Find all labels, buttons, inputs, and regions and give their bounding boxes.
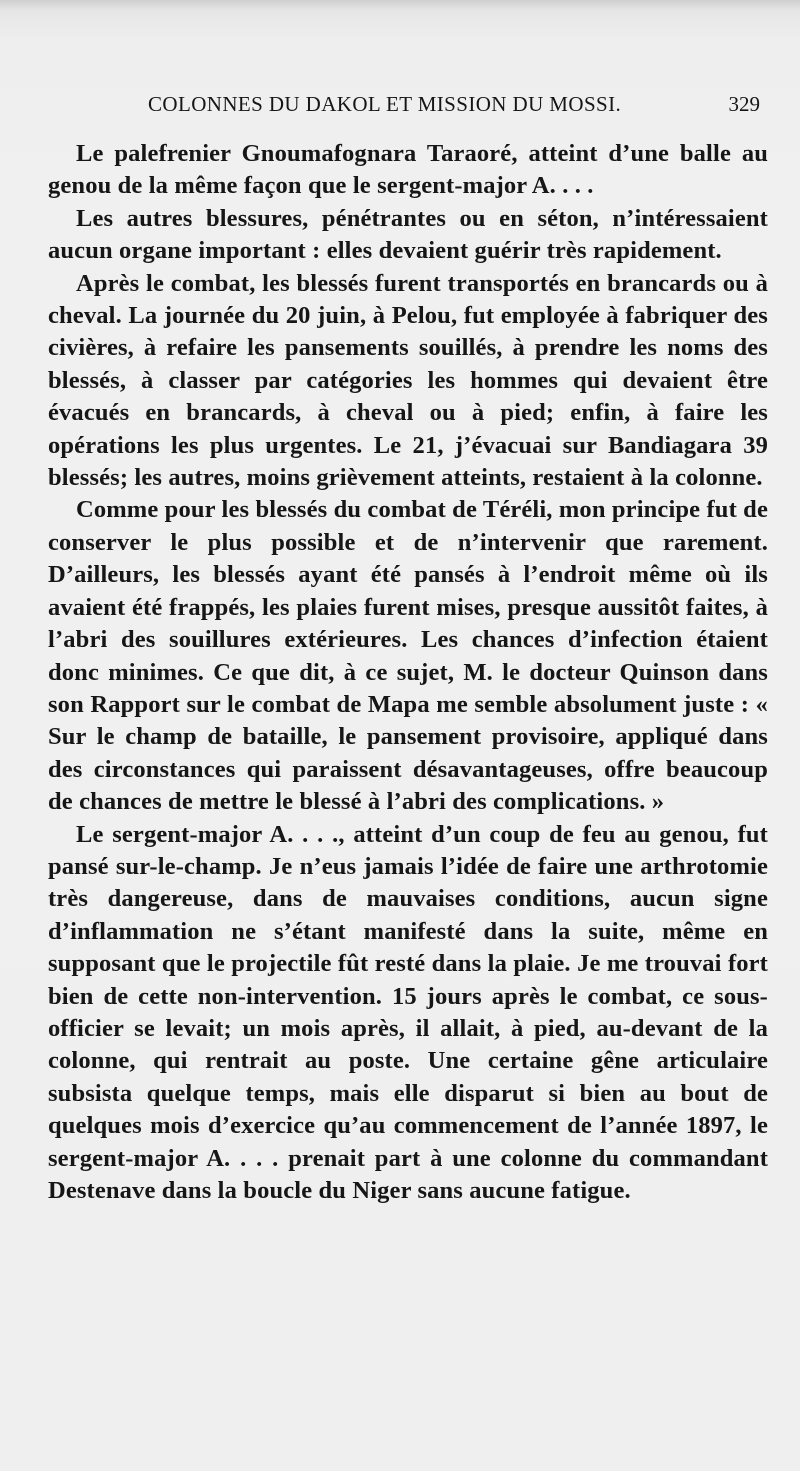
- paragraph-sergent-major: Le sergent-major A. . . ., atteint d’un coup de feu au genou, fut pansé sur-le-champ. Je n’eus jamais l’idée de faire une arthrotomie très dangereuse, dans de mauvaises conditions, aucun signe d’inflammation ne s’étant manifesté dans la suite, même en supposant que le projectile fût resté dans la plaie. Je me trouvai fort bien de cette non-intervention. 15 jours après le combat, ce sous-officier se levait; un mois après, il allait, à pied, au-devant de la colonne, qui rentrait au poste. Une certaine gêne articulaire subsista quelque temps, mais elle disparut si bien au bout de quelques mois d’exercice qu’au commencement de l’année 1897, le sergent-major A. . . . prenait part à une colonne du commandant Destenave dans la boucle du Niger sans aucune fatigue.: [48, 820, 768, 1204]
- paragraph-other-wounds: Les autres blessures, pénétrantes ou en séton, n’intéressaient aucun organe important : elles devaient guérir très rapidement.: [48, 204, 768, 265]
- body-text: [48, 138, 768, 1207]
- paragraph-after-combat: Après le combat, les blessés furent transportés en brancards ou à cheval. La journée du 20 juin, à Pelou, fut employée à fabriquer des civières, à refaire les pansements souillés, à prendre les noms des blessés, à classer par catégories les hommes qui devaient être évacués en brancards, à cheval ou à pied; enfin, à faire les opérations les plus urgentes. Le 21, j’évacuai sur Bandiagara 39 blessés; les autres, moins grièvement atteints, restaient à la colonne.: [48, 269, 768, 492]
- scan-top-edge: [0, 0, 800, 18]
- running-title: COLONNES DU DAKOL ET MISSION DU MOSSI.: [148, 92, 622, 116]
- page-header: [48, 92, 760, 122]
- paragraph-palefrenier: Le palefrenier Gnoumafognara Taraoré, atteint d’une balle au genou de la même façon que le sergent-major A. . . .: [48, 140, 768, 200]
- paragraph-principle: Comme pour les blessés du combat de Téréli, mon principe fut de conserver le plus possible et de n’intervenir que rarement. D’ailleurs, les blessés ayant été pansés à l’endroit même où ils avaient été frappés, les plaies furent mises, presque aussitôt faites, à l’abri des souillures extérieures. Les chances d’infection étaient donc minimes. Ce que dit, à ce sujet, M. le docteur Quinson dans son Rapport sur le combat de Mapa me semble absolument juste : « Sur le champ de bataille, le pansement provisoire, appliqué dans des circonstances qui paraissent désavantageuses, offre beaucoup de chances de mettre le blessé à l’abri des complications. »: [48, 496, 768, 816]
- page-number: 329: [728, 92, 760, 116]
